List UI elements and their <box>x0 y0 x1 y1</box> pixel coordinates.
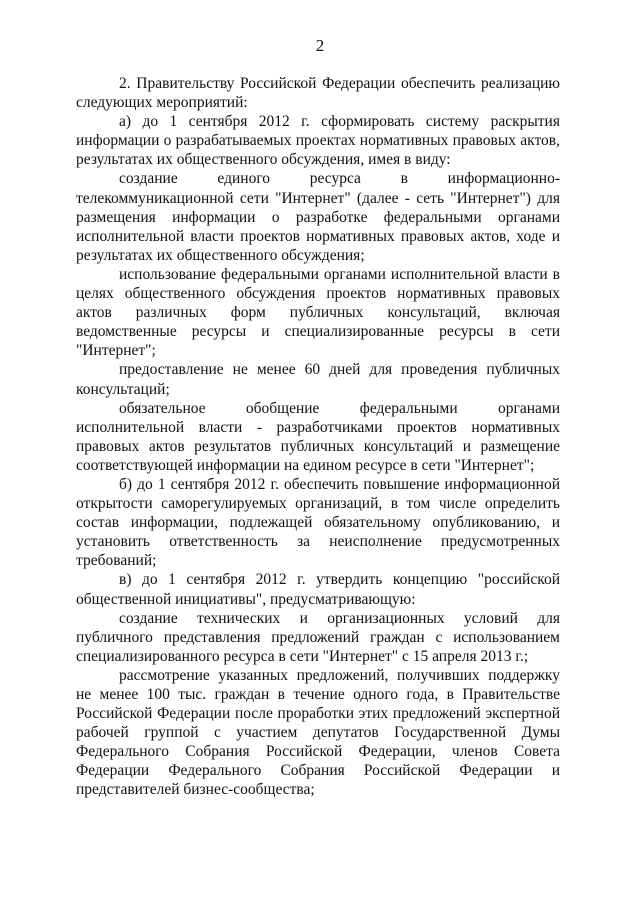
paragraph-subitem-b: б) до 1 сентября 2012 г. обеспечить повышение информационной открытости саморегулируемых организаций, в том числе определить состав информации, подлежащей обязательному опубликованию, и установить ответственность за неисполнение предусмотренных требований; <box>76 475 560 570</box>
paragraph-60-days: предоставление не менее 60 дней для проведения публичных консультаций; <box>76 361 560 398</box>
paragraph-unified-resource: создание единого ресурса в информационно-телекоммуникационной сети "Интернет" (далее - сеть "Интернет") для размещения информации о разработке федеральными органами исполнительной власти проектов нормативных правовых актов, ходе и результатах их общественного обсуждения; <box>76 170 560 264</box>
paragraph-item-2: 2. Правительству Российской Федерации обеспечить реализацию следующих мероприятий: <box>76 75 560 112</box>
paragraph-mandatory-summary: обязательное обобщение федеральными органами исполнительной власти - разработчиками проектов нормативных правовых актов результатов публичных консультаций и размещение соответствующей информации на едином ресурсе в сети "Интернет"; <box>76 399 560 474</box>
paragraph-subitem-v: в) до 1 сентября 2012 г. утвердить концепцию "российской общественной инициативы", предусматривающую: <box>76 571 560 608</box>
paragraph-consideration: рассмотрение указанных предложений, получивших поддержку не менее 100 тыс. граждан в течение одного года, в Правительстве Российской Федерации после проработки этих предложений экспертной рабочей группой с участием депутатов Государственной Думы Федерального Собрания Российской Федерации, членов Совета Федерации Федерального Собрания Российской Федерации и представителей бизнес-сообщества; <box>76 666 560 799</box>
paragraph-public-consultations: использование федеральными органами исполнительной власти в целях общественного обсуждения проектов нормативных правовых актов различных форм публичных консультаций, включая ведомственные ресурсы и специализированные ресурсы в сети "Интернет"; <box>76 265 560 360</box>
document-body <box>76 74 560 800</box>
paragraph-technical-conditions: создание технических и организационных условий для публичного представления предложений граждан с использованием специализированного ресурса в сети "Интернет" с 15 апреля 2013 г.; <box>76 609 560 665</box>
paragraph-subitem-a: а) до 1 сентября 2012 г. сформировать систему раскрытия информации о разрабатываемых проектах нормативных правовых актов, результатах их общественного обсуждения, имея в виду: <box>76 113 560 169</box>
page-number: 2 <box>315 36 325 55</box>
